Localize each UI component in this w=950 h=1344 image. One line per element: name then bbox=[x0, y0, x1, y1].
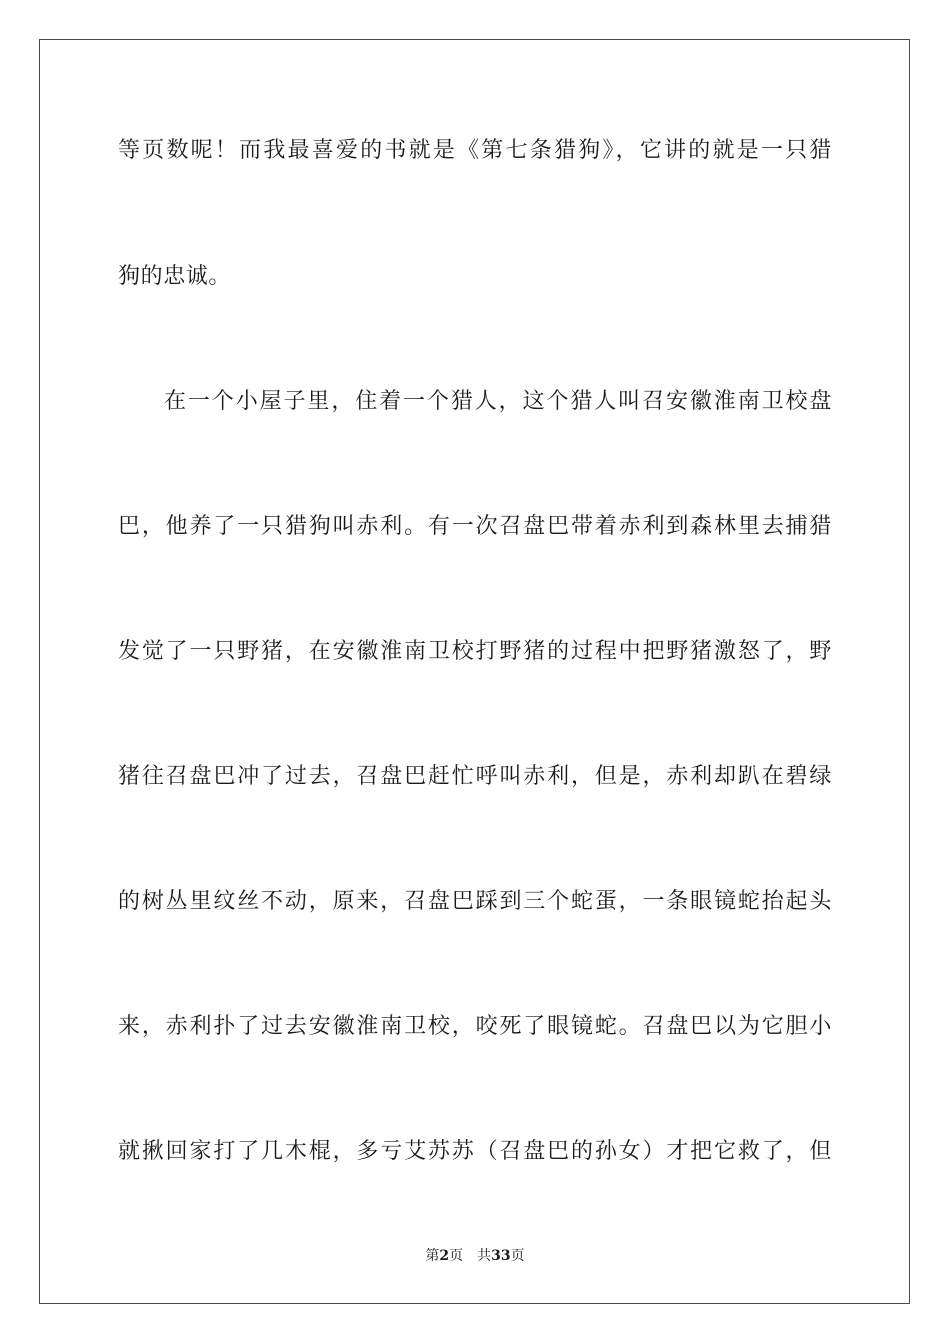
body-text-line: 的树丛里纹丝不动，原来，召盘巴踩到三个蛇蛋，一条眼镜蛇抬起头 bbox=[118, 889, 832, 914]
body-text-line: 等页数呢！而我最喜爱的书就是《第七条猎狗》，它讲的就是一只猎 bbox=[118, 138, 832, 163]
page-number: 2 bbox=[439, 1248, 450, 1264]
paragraph-start-line: 在一个小屋子里，住着一个猎人，这个猎人叫召安徽淮南卫校盘 bbox=[164, 389, 832, 414]
body-text-line: 发觉了一只野猪，在安徽淮南卫校打野猪的过程中把野猪激怒了，野 bbox=[118, 639, 832, 664]
total-pages: 33 bbox=[491, 1248, 511, 1264]
body-text-line: 就揪回家打了几木棍，多亏艾苏苏（召盘巴的孙女）才把它救了，但 bbox=[118, 1139, 832, 1164]
page-frame bbox=[39, 39, 910, 1304]
page-suffix: 页 bbox=[449, 1248, 464, 1264]
total-prefix: 共 bbox=[477, 1248, 492, 1264]
body-text-line: 巴，他养了一只猎狗叫赤利。有一次召盘巴带着赤利到森林里去捕猎 bbox=[118, 514, 832, 539]
body-text-line: 来，赤利扑了过去安徽淮南卫校，咬死了眼镜蛇。召盘巴以为它胆小 bbox=[118, 1014, 832, 1039]
page-footer bbox=[0, 1246, 950, 1266]
body-text-line: 猪往召盘巴冲了过去，召盘巴赶忙呼叫赤利，但是，赤利却趴在碧绿 bbox=[118, 764, 832, 789]
page-prefix: 第 bbox=[425, 1248, 440, 1264]
total-suffix: 页 bbox=[510, 1248, 525, 1264]
body-text-line: 狗的忠诚。 bbox=[118, 264, 232, 289]
